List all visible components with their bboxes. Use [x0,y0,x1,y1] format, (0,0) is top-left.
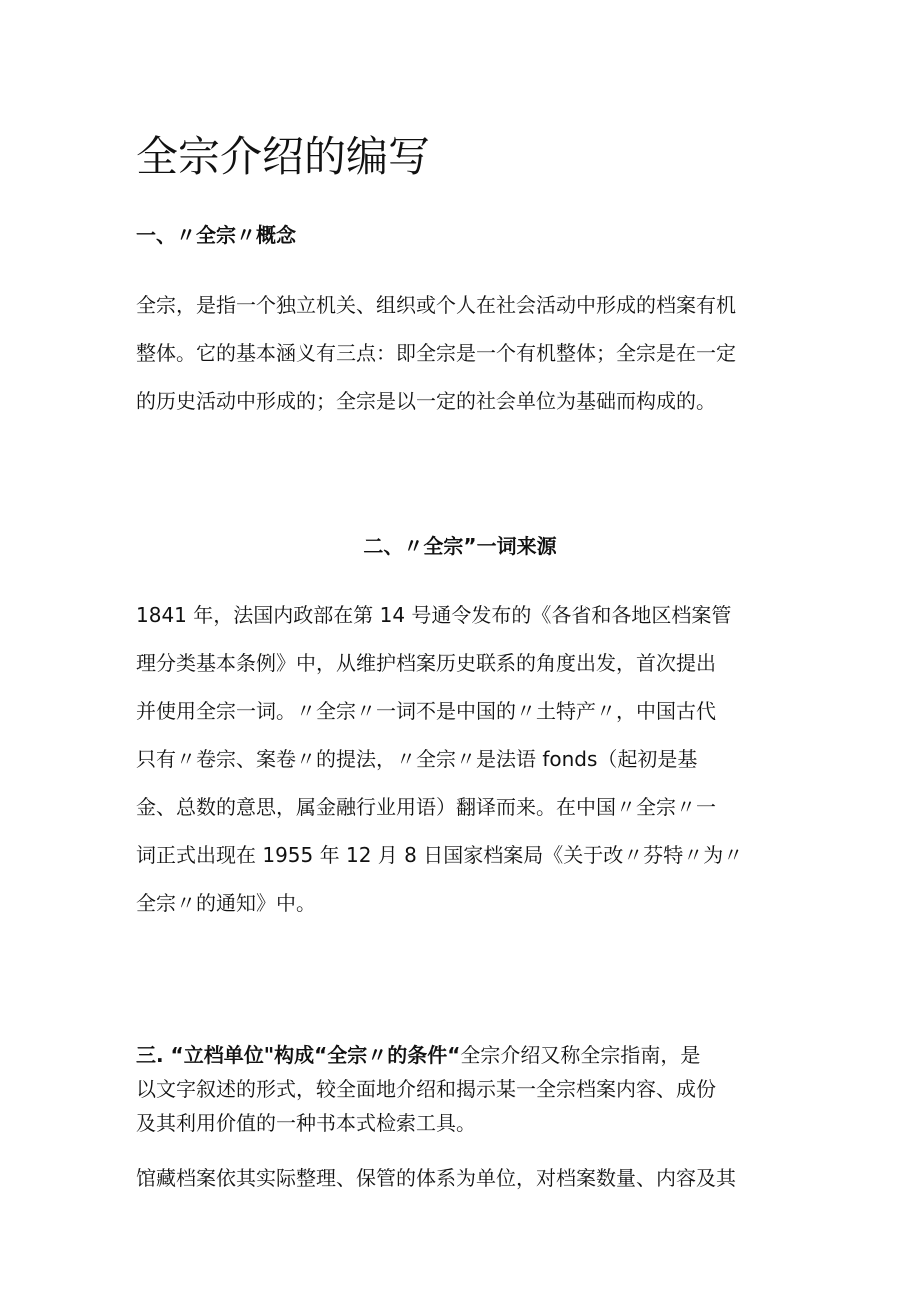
paragraph-line: 整体。它的基本涵义有三点：即全宗是一个有机整体；全宗是在一定 [136,341,736,365]
paragraph-line: 词正式出现在 1955 年 12 月 8 日国家档案局《关于改〃芬特〃为〃 [136,843,744,867]
section-4-paragraph [136,1163,786,1197]
paragraph-line: 理分类基本条例》中，从维护档案历史联系的角度出发，首次提出 [136,651,716,675]
paragraph-line-rest: 全宗介绍又称全宗指南，是 [460,1043,701,1067]
section-2-heading: 二、〃全宗”一词来源 [363,534,557,558]
paragraph-line: 金、总数的意思，属金融行业用语）翻译而来。在中国〃全宗〃一 [136,795,716,819]
document-title: 全宗介绍的编写 [136,132,431,181]
section-3-heading: 三. “立档单位"构成“全宗〃的条件“ [136,1043,461,1067]
section-1-heading: 一、〃全宗〃概念 [136,223,296,247]
paragraph-line: 只有〃卷宗、案卷〃的提法，〃全宗〃是法语 fonds（起初是基 [136,747,698,771]
paragraph-line: 并使用全宗一词。〃全宗〃一词不是中国的〃土特产〃，中国古代 [136,699,716,723]
section-1-paragraph [136,288,786,432]
paragraph-line: 以文字叙述的形式，较全面地介绍和揭示某一全宗档案内容、成份 [136,1077,716,1101]
section-3-paragraph [136,1040,786,1142]
paragraph-line: 1841 年，法国内政部在第 14 号通令发布的《各省和各地区档案管 [136,603,732,627]
paragraph-line: 馆藏档案依其实际整理、保管的体系为单位，对档案数量、内容及其 [136,1166,736,1190]
section-2-paragraph [136,598,786,934]
paragraph-first-line [136,1040,786,1074]
paragraph-line: 的历史活动中形成的；全宗是以一定的社会单位为基础而构成的。 [136,389,716,413]
paragraph-line: 全宗〃的通知》中。 [136,891,316,915]
paragraph-line: 及其利用价值的一种书本式检索工具。 [136,1111,476,1135]
paragraph-line: 全宗，是指一个独立机关、组织或个人在社会活动中形成的档案有机 [136,293,736,317]
